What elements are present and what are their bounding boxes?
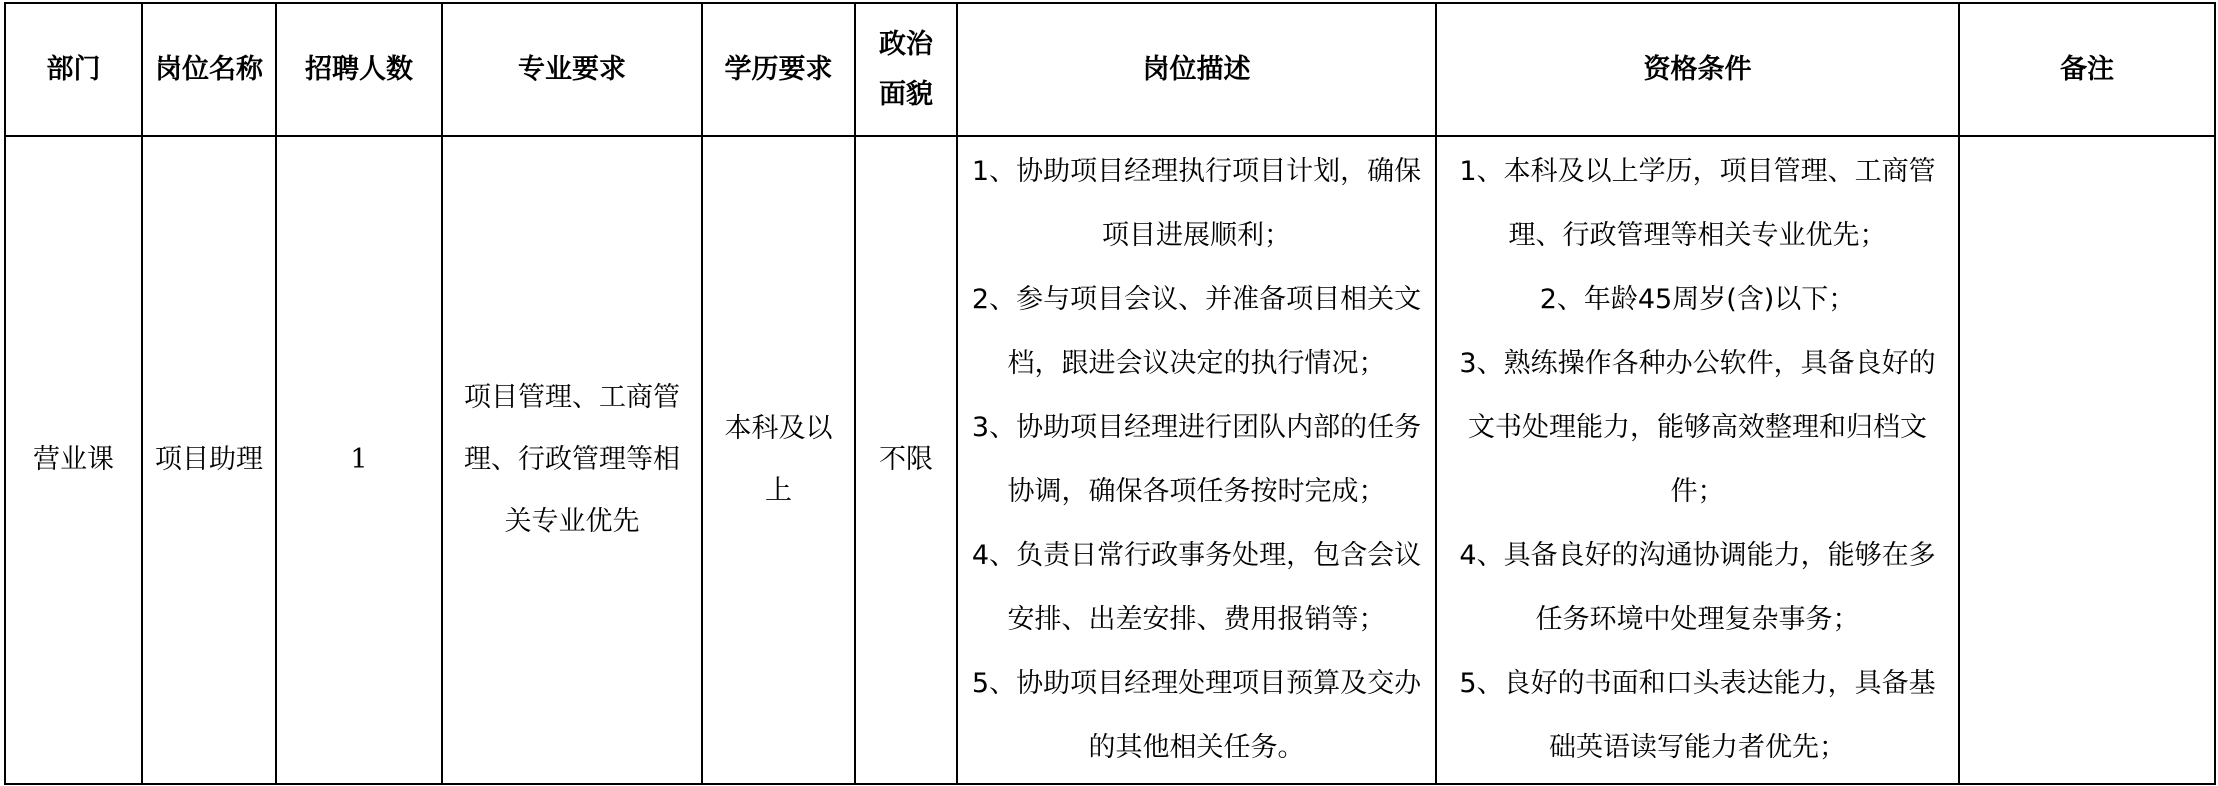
qualification-item: 4、具备良好的沟通协调能力，能够在多任务环境中处理复杂事务； [1459, 540, 1936, 635]
cell-qualification [1436, 136, 1959, 784]
cell-major: 项目管理、工商管理、行政管理等相关专业优先 [442, 136, 702, 784]
header-political: 政治面貌 [855, 3, 957, 136]
table-row [5, 136, 2215, 784]
cell-headcount: 1 [276, 136, 442, 784]
cell-education: 本科及以上 [702, 136, 855, 784]
qualification-item: 5、良好的书面和口头表达能力，具备基础英语读写能力者优先； [1459, 668, 1936, 763]
header-remarks: 备注 [1959, 3, 2215, 136]
header-row [5, 3, 2215, 136]
header-education: 学历要求 [702, 3, 855, 136]
description-item: 1、协助项目经理执行项目计划，确保项目进展顺利； [971, 156, 1422, 251]
description-item: 5、协助项目经理处理项目预算及交办的其他相关任务。 [971, 668, 1422, 763]
qualification-item: 3、熟练操作各种办公软件，具备良好的文书处理能力，能够高效整理和归档文件； [1459, 348, 1936, 507]
description-item: 4、负责日常行政事务处理，包含会议安排、出差安排、费用报销等； [971, 540, 1422, 635]
header-qualification: 资格条件 [1436, 3, 1959, 136]
header-department: 部门 [5, 3, 142, 136]
qualification-item: 2、年龄45周岁(含)以下； [1539, 284, 1856, 315]
cell-political: 不限 [855, 136, 957, 784]
header-description: 岗位描述 [957, 3, 1436, 136]
cell-remarks [1959, 136, 2215, 784]
recruitment-table [4, 2, 2216, 785]
cell-description [957, 136, 1436, 784]
cell-department: 营业课 [5, 136, 142, 784]
cell-position: 项目助理 [142, 136, 276, 784]
header-headcount: 招聘人数 [276, 3, 442, 136]
header-position: 岗位名称 [142, 3, 276, 136]
qualification-item: 1、本科及以上学历，项目管理、工商管理、行政管理等相关专业优先； [1459, 156, 1936, 251]
header-major: 专业要求 [442, 3, 702, 136]
description-item: 2、参与项目会议、并准备项目相关文档，跟进会议决定的执行情况； [971, 284, 1422, 379]
description-item: 3、协助项目经理进行团队内部的任务协调，确保各项任务按时完成； [971, 412, 1422, 507]
